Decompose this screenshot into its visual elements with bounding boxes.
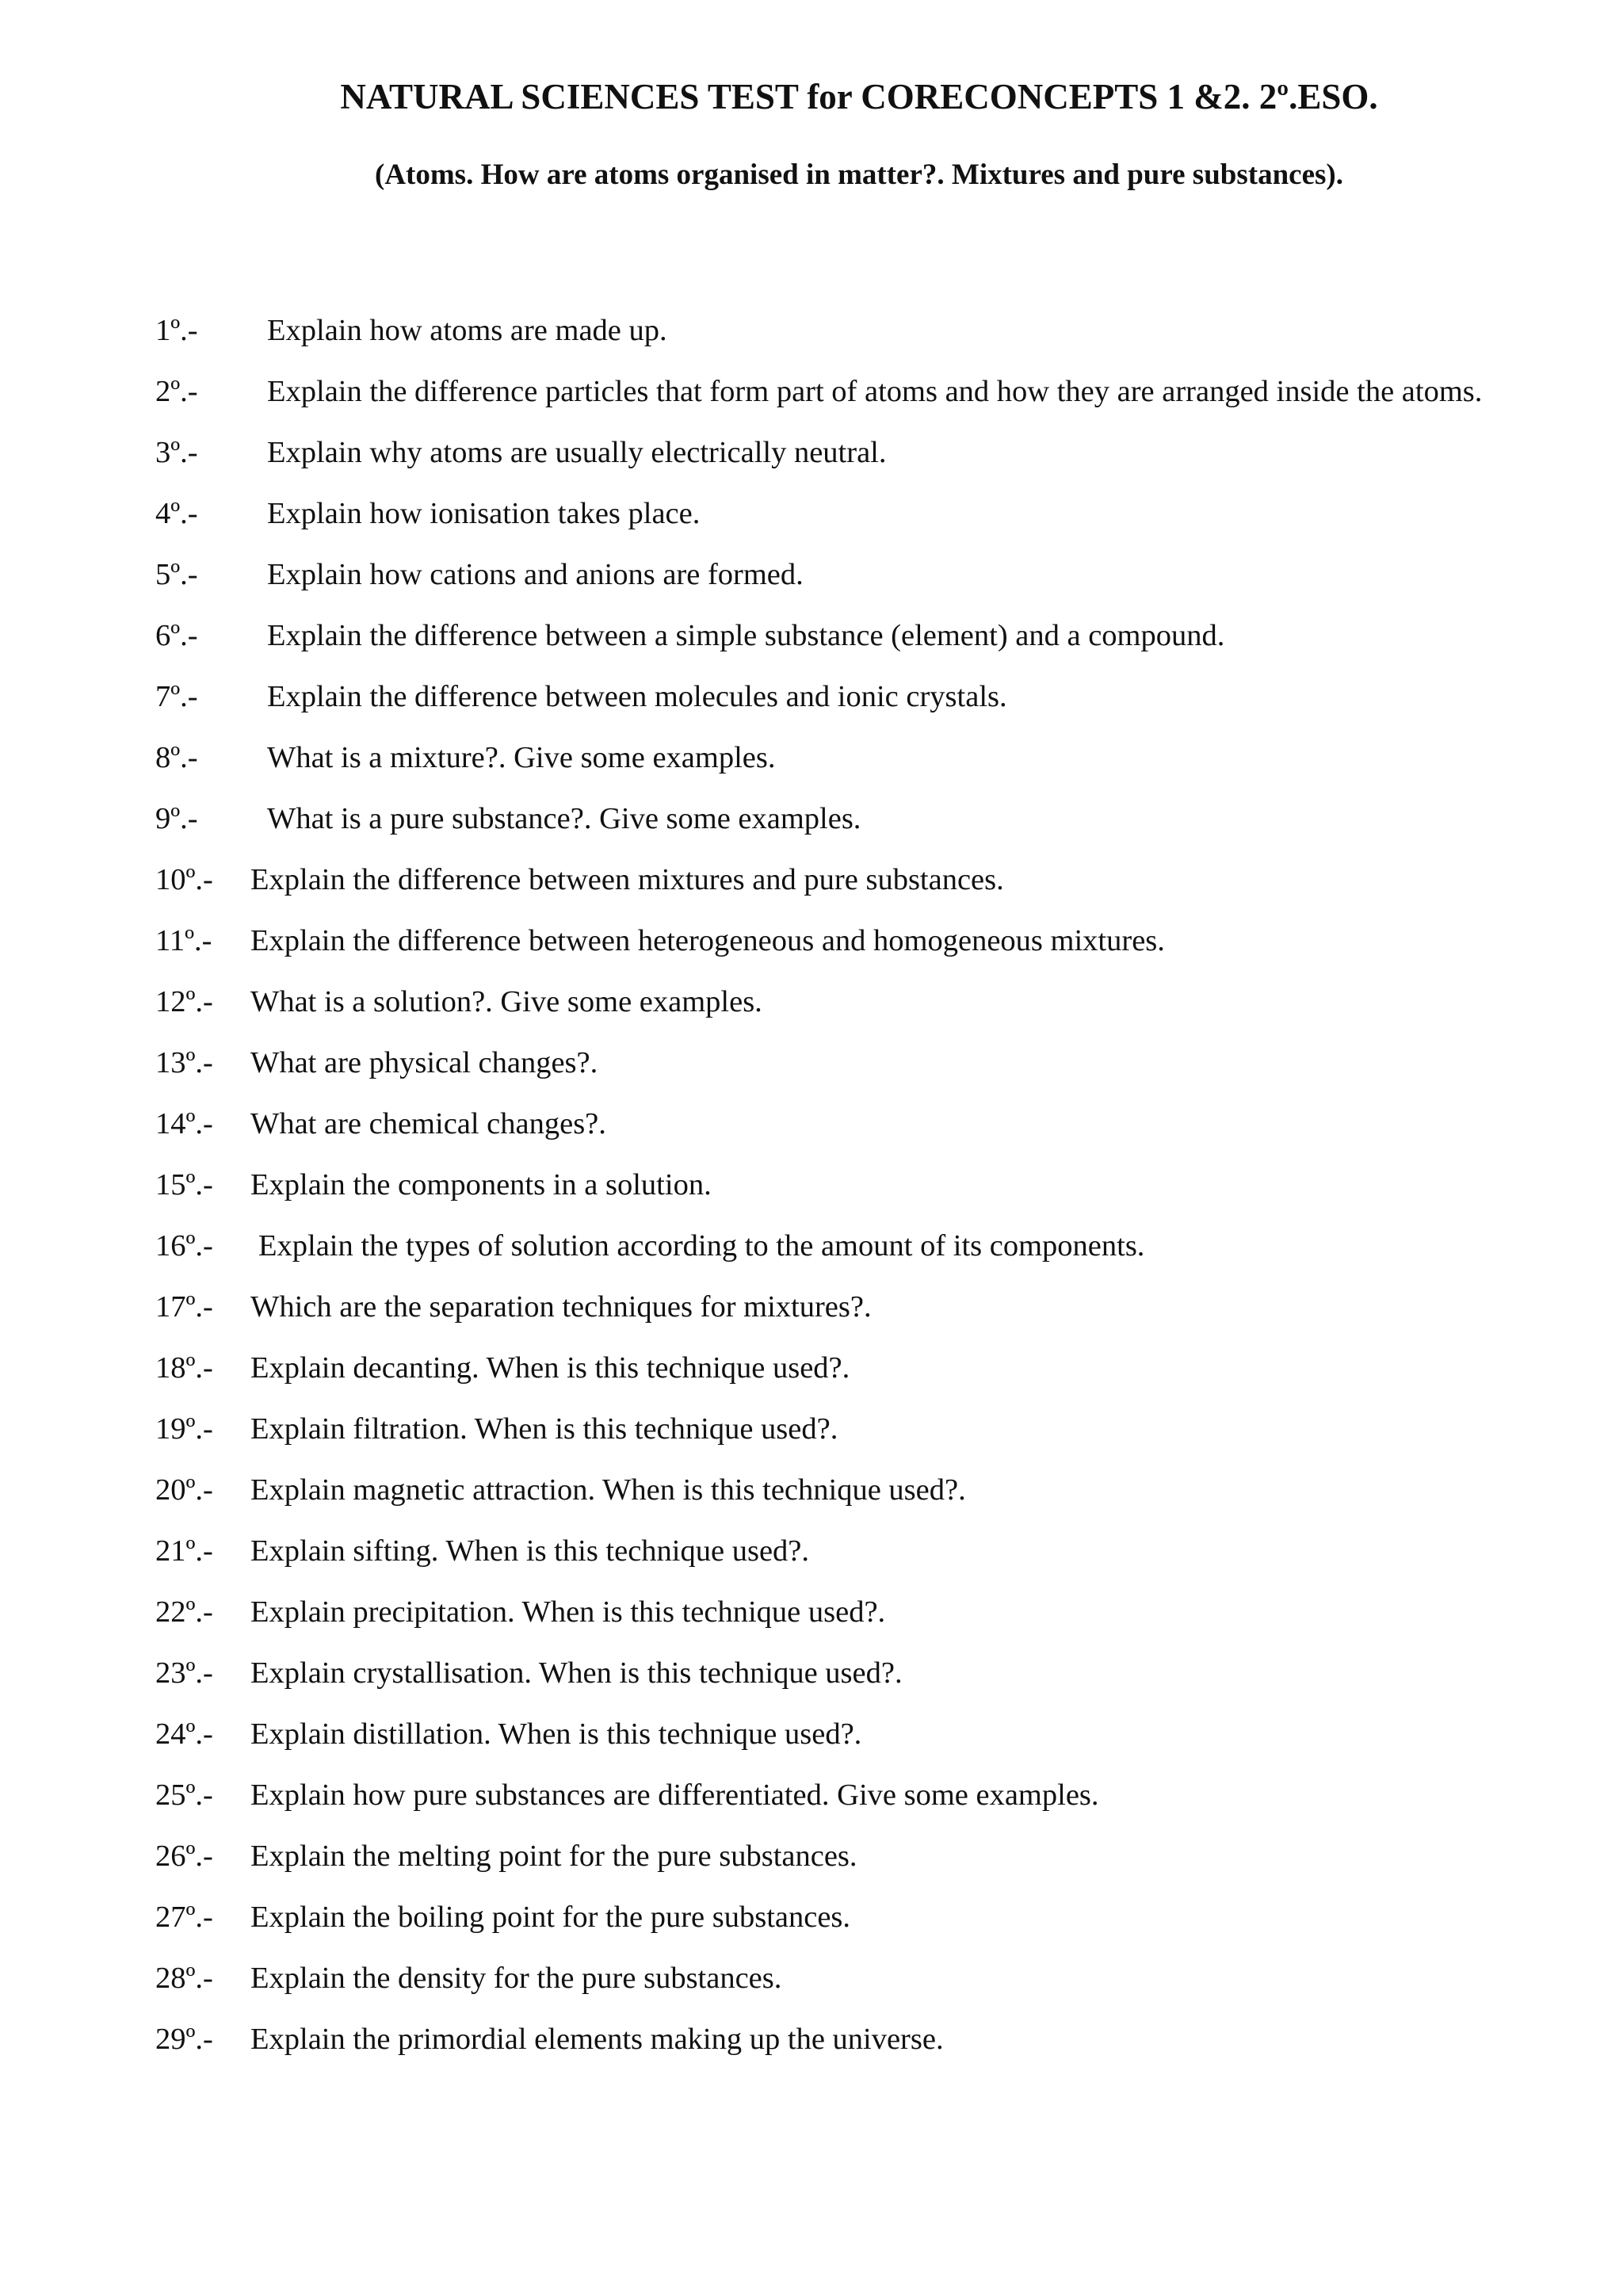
question-item: [155, 675, 1503, 718]
question-text: Explain the boiling point for the pure substances.: [250, 1901, 851, 1934]
question-item: [155, 919, 1503, 962]
question-text: Explain the types of solution according to the amount of its components.: [258, 1229, 1145, 1263]
question-number: 27º.-: [155, 1901, 213, 1934]
question-item: [155, 1163, 1503, 1206]
question-item: [155, 1102, 1503, 1145]
question-text: Explain the density for the pure substances.: [250, 1962, 782, 1995]
question-text: Explain precipitation. When is this technique used?.: [250, 1595, 886, 1629]
question-item: [155, 797, 1503, 840]
question-item: [155, 1530, 1503, 1572]
question-text: Explain magnetic attraction. When is this technique used?.: [250, 1473, 966, 1507]
question-item: [155, 2018, 1503, 2061]
question-text: Explain decanting. When is this technique used?.: [250, 1351, 850, 1385]
question-number: 12º.-: [155, 985, 213, 1018]
question-item: [155, 370, 1503, 413]
question-number: 11º.-: [155, 924, 212, 957]
question-number: 6º.-: [155, 619, 198, 652]
question-text: Explain how atoms are made up.: [267, 314, 667, 347]
question-number: 24º.-: [155, 1717, 213, 1751]
question-number: 17º.-: [155, 1290, 213, 1324]
question-text: What is a pure substance?. Give some examples.: [267, 802, 861, 835]
question-text: What is a mixture?. Give some examples.: [267, 741, 776, 774]
question-number: 10º.-: [155, 863, 213, 896]
question-number: 9º.-: [155, 802, 198, 835]
question-number: 18º.-: [155, 1351, 213, 1385]
question-item: [155, 1896, 1503, 1939]
question-text: Explain the difference between mixtures and pure substances.: [250, 863, 1004, 896]
question-number: 4º.-: [155, 497, 198, 530]
question-item: [155, 1286, 1503, 1328]
question-text: Which are the separation techniques for mixtures?.: [250, 1290, 872, 1324]
question-number: 16º.-: [155, 1229, 213, 1263]
question-item: [155, 1652, 1503, 1694]
question-number: 1º.-: [155, 314, 198, 347]
question-item: [155, 980, 1503, 1023]
question-text: Explain the difference between heterogeneous and homogeneous mixtures.: [250, 924, 1165, 957]
question-number: 2º.-: [155, 375, 198, 408]
question-item: [155, 1591, 1503, 1633]
question-text: Explain how pure substances are differentiated. Give some examples.: [250, 1778, 1099, 1812]
question-text: Explain the primordial elements making up the universe.: [250, 2023, 944, 2056]
page-title: NATURAL SCIENCES TEST for CORECONCEPTS 1 &2. 2º.ESO.: [340, 77, 1378, 117]
question-item: [155, 1957, 1503, 2000]
question-text: Explain the components in a solution.: [250, 1168, 712, 1201]
question-text: Explain how cations and anions are formed.: [267, 558, 804, 591]
question-number: 8º.-: [155, 741, 198, 774]
question-number: 20º.-: [155, 1473, 213, 1507]
question-text: What is a solution?. Give some examples.: [250, 985, 762, 1018]
question-text: What are chemical changes?.: [250, 1107, 606, 1140]
question-item: [155, 736, 1503, 779]
question-number: 21º.-: [155, 1534, 213, 1568]
question-number: 23º.-: [155, 1656, 213, 1690]
question-text: Explain sifting. When is this technique used?.: [250, 1534, 809, 1568]
question-number: 25º.-: [155, 1778, 213, 1812]
question-text: What are physical changes?.: [250, 1046, 598, 1079]
question-item: [155, 1774, 1503, 1817]
question-number: 5º.-: [155, 558, 198, 591]
question-number: 22º.-: [155, 1595, 213, 1629]
question-item: [155, 1835, 1503, 1878]
question-item: [155, 1713, 1503, 1755]
question-number: 26º.-: [155, 1839, 213, 1873]
question-text: Explain crystallisation. When is this technique used?.: [250, 1656, 903, 1690]
question-text: Explain why atoms are usually electrically neutral.: [267, 436, 887, 469]
question-text: Explain the melting point for the pure substances.: [250, 1839, 857, 1873]
question-item: [155, 1469, 1503, 1511]
question-number: 19º.-: [155, 1412, 213, 1446]
question-item: [155, 1408, 1503, 1450]
question-number: 29º.-: [155, 2023, 213, 2056]
question-item: [155, 492, 1503, 535]
question-number: 13º.-: [155, 1046, 213, 1079]
page-subtitle: (Atoms. How are atoms organised in matter?. Mixtures and pure substances).: [375, 159, 1343, 191]
question-text: Explain filtration. When is this technique used?.: [250, 1412, 838, 1446]
question-text: Explain the difference particles that form part of atoms and how they are arranged inside the atoms.: [267, 375, 1483, 408]
question-number: 28º.-: [155, 1962, 213, 1995]
question-number: 14º.-: [155, 1107, 213, 1140]
question-text: Explain distillation. When is this technique used?.: [250, 1717, 862, 1751]
question-item: [155, 309, 1503, 352]
question-text: Explain the difference between molecules and ionic crystals.: [267, 680, 1007, 713]
question-item: [155, 614, 1503, 657]
question-item: [155, 1347, 1503, 1389]
question-item: [155, 1041, 1503, 1084]
question-number: 3º.-: [155, 436, 198, 469]
question-item: [155, 553, 1503, 596]
question-number: 15º.-: [155, 1168, 213, 1201]
question-text: Explain how ionisation takes place.: [267, 497, 701, 530]
question-number: 7º.-: [155, 680, 198, 713]
question-list: [155, 309, 1503, 2079]
question-item: [155, 431, 1503, 474]
question-item: [155, 1224, 1503, 1267]
question-item: [155, 858, 1503, 901]
question-text: Explain the difference between a simple substance (element) and a compound.: [267, 619, 1225, 652]
